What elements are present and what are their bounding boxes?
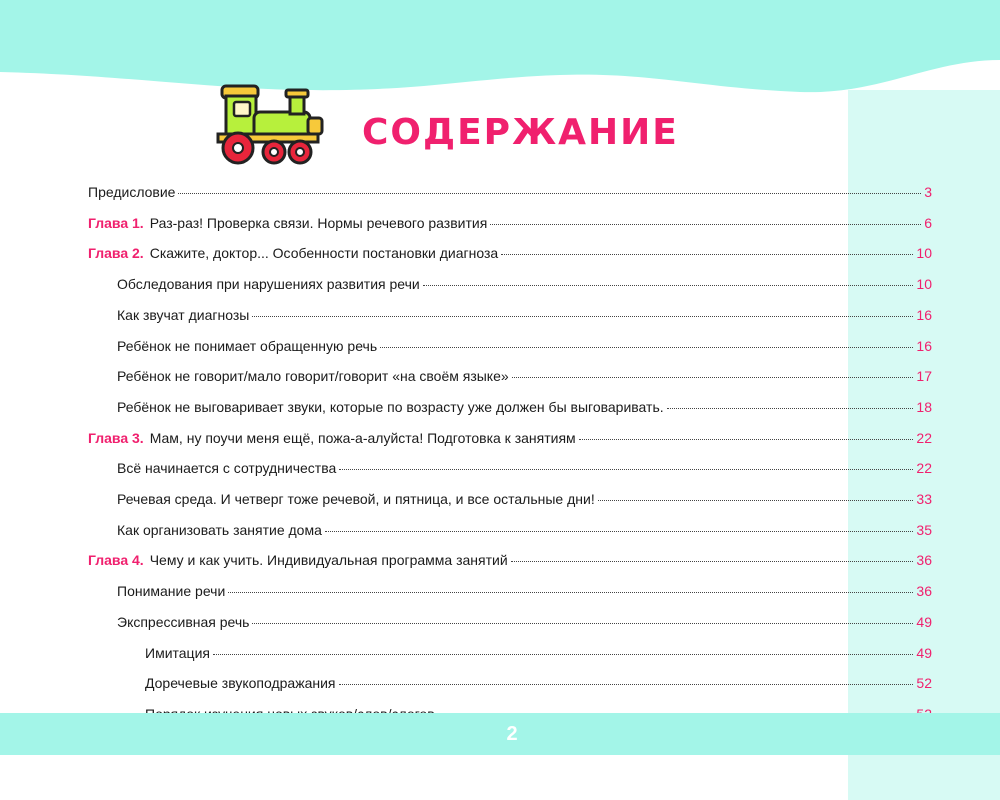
dot-leader	[598, 500, 914, 501]
toc-page-number: 10	[916, 245, 932, 261]
toc-entry[interactable]	[145, 645, 932, 661]
toc-entry[interactable]	[117, 460, 932, 476]
toc-page-number: 33	[916, 491, 932, 507]
dot-leader	[213, 654, 913, 655]
toc-entry-title: Ребёнок не выговаривает звуки, которые по возрасту уже должен бы выговаривать.	[117, 399, 664, 415]
toc-page-number: 10	[916, 276, 932, 292]
chapter-label: Глава 4.	[88, 552, 144, 568]
toc-entry-title: Экспрессивная речь	[117, 614, 250, 630]
dot-leader	[252, 623, 913, 624]
toc-entry[interactable]	[88, 552, 932, 568]
toc-page-number: 52	[916, 675, 932, 691]
dot-leader	[512, 377, 914, 378]
chapter-label: Глава 3.	[88, 430, 144, 446]
page-number: 2	[506, 723, 518, 745]
dot-leader	[579, 439, 914, 440]
toc-entry-title: Обследования при нарушениях развития речи	[117, 276, 420, 292]
dot-leader	[667, 408, 914, 409]
toc-page-number: 49	[916, 614, 932, 630]
toc-page-number: 36	[916, 552, 932, 568]
toc-page-number: 49	[916, 645, 932, 661]
toc-page-number: 17	[916, 368, 932, 384]
dot-leader	[252, 316, 913, 317]
toc-page-number: 22	[916, 430, 932, 446]
toc-entry-title: Мам, ну поучи меня ещё, пожа-а-алуйста! Подготовка к занятиям	[149, 430, 576, 446]
toc-entry[interactable]	[117, 276, 932, 292]
toc-entry-title: Доречевые звукоподражания	[145, 675, 336, 691]
page-title: СОДЕРЖАНИЕ	[362, 112, 679, 153]
toc-entry-title: Ребёнок не понимает обращенную речь	[117, 338, 378, 354]
dot-leader	[178, 193, 921, 194]
toc-page-number: 16	[916, 307, 932, 323]
toc-entry[interactable]	[117, 522, 932, 538]
toc-entry-title: Речевая среда. И четверг тоже речевой, и пятница, и все остальные дни!	[117, 491, 595, 507]
toc-entry[interactable]	[117, 583, 932, 599]
toc-entry-title: Всё начинается с сотрудничества	[117, 460, 337, 476]
toc-entry[interactable]	[88, 215, 932, 231]
toc-entry-title: Раз-раз! Проверка связи. Нормы речевого развития	[149, 215, 488, 231]
toc-entry[interactable]	[88, 184, 932, 200]
dot-leader	[423, 285, 914, 286]
toc-page-number: 36	[916, 583, 932, 599]
chapter-label: Глава 2.	[88, 245, 144, 261]
toc-page-number: 18	[916, 399, 932, 415]
toc-entry-title: Ребёнок не говорит/мало говорит/говорит «на своём языке»	[117, 368, 509, 384]
dot-leader	[228, 592, 913, 593]
top-wave-banner	[0, 0, 1000, 100]
toc-entry[interactable]	[145, 675, 932, 691]
toc-entry-title: Чему и как учить. Индивидуальная программа занятий	[149, 552, 508, 568]
toc-entry-title: Как звучат диагнозы	[117, 307, 250, 323]
toc-page-number: 35	[916, 522, 932, 538]
train-icon	[212, 82, 332, 170]
toc-entry-title: Имитация	[145, 645, 210, 661]
toc-entry[interactable]	[88, 430, 932, 446]
toc-entry[interactable]	[117, 338, 932, 354]
toc-page-number: 16	[916, 338, 932, 354]
toc-entry[interactable]	[117, 307, 932, 323]
dot-leader	[339, 684, 914, 685]
toc-entry[interactable]	[117, 614, 932, 630]
dot-leader	[380, 347, 913, 348]
chapter-label: Глава 1.	[88, 215, 144, 231]
dot-leader	[490, 224, 921, 225]
dot-leader	[511, 561, 914, 562]
toc-entry[interactable]	[117, 399, 932, 415]
toc-entry-title: Понимание речи	[117, 583, 226, 599]
toc-entry[interactable]	[88, 245, 932, 261]
toc-entry-title: Как организовать занятие дома	[117, 522, 322, 538]
toc-entry-title: Предисловие	[88, 184, 176, 200]
dot-leader	[325, 531, 914, 532]
toc-page-number: 3	[924, 184, 932, 200]
dot-leader	[339, 469, 913, 470]
toc-page-number: 22	[916, 460, 932, 476]
toc-entry[interactable]	[117, 491, 932, 507]
toc-entry[interactable]	[117, 368, 932, 384]
dot-leader	[501, 254, 913, 255]
toc-entry-title: Скажите, доктор... Особенности постановки диагноза	[149, 245, 499, 261]
toc-page-number: 6	[924, 215, 932, 231]
